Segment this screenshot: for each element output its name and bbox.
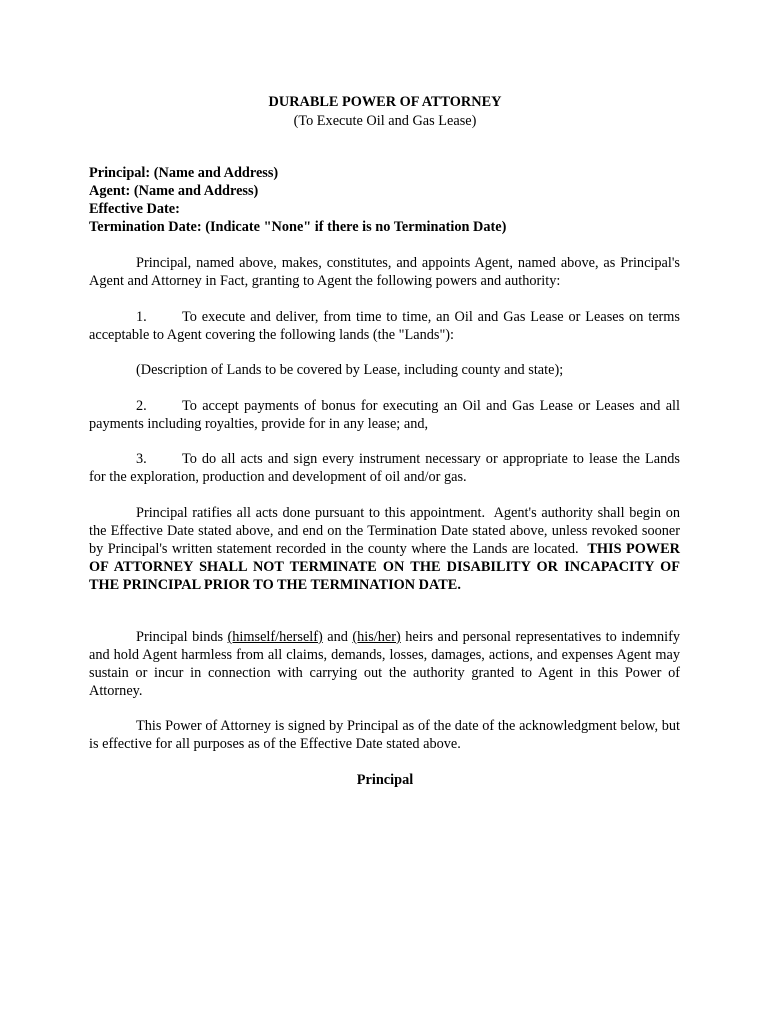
termination-date-field: Termination Date: (Indicate "None" if there is no Termination Date) bbox=[89, 218, 507, 235]
document-title: DURABLE POWER OF ATTORNEY bbox=[268, 94, 502, 110]
item-2 bbox=[89, 398, 680, 434]
non-termination-clause: THIS POWER OF ATTORNEY SHALL NOT TERMINATE ON THE DISABILITY OR INCAPACITY OF THE PRINCIPAL PRIOR TO THE TERMINATION DATE. bbox=[89, 540, 684, 593]
ratify-text: Principal ratifies all acts done pursuant to this appointment. Agent's authority shall begin on the Effective Date stated above, and end on the Termination Date stated above, unless revoked sooner by Principal's written statement recorded in the county where the Lands are located. bbox=[89, 505, 684, 557]
indemnify-paragraph bbox=[89, 629, 680, 701]
pronoun-blank-1: (himself/herself) bbox=[227, 629, 323, 645]
header-fields bbox=[89, 165, 680, 237]
item-1 bbox=[89, 309, 680, 345]
signature-label: Principal bbox=[356, 772, 414, 788]
indemnify-text: heirs and personal representatives to indemnify and hold Agent harmless from all claims, demands, losses, damages, actions, and expenses Agent may sustain or incur in connection with carrying out the authority granted to Agent in this Power of Attorney. bbox=[89, 629, 681, 699]
item-number: 3. bbox=[136, 451, 147, 467]
signed-paragraph: This Power of Attorney is signed by Principal as of the date of the acknowledgment below, but is effective for all purposes as of the Effective Date stated above. bbox=[89, 718, 680, 752]
lands-description: (Description of Lands to be covered by Lease, including county and state); bbox=[136, 362, 564, 378]
item-text: To do all acts and sign every instrument necessary or appropriate to lease the Lands for the exploration, production and development of oil and/or gas. bbox=[89, 451, 680, 485]
item-number: 1. bbox=[136, 309, 147, 325]
indemnify-text: and bbox=[322, 629, 353, 645]
intro-paragraph: Principal, named above, makes, constitutes, and appoints Agent, named above, as Principal's Agent and Attorney in Fact, granting to Agent the following powers and authority: bbox=[89, 255, 680, 289]
item-text: To accept payments of bonus for executing an Oil and Gas Lease or Leases and all payments including royalties, provide for in any lease; and, bbox=[89, 398, 680, 432]
indemnify-text: Principal binds bbox=[136, 629, 228, 645]
agent-field: Agent: (Name and Address) bbox=[89, 182, 259, 199]
ratify-paragraph bbox=[89, 505, 684, 595]
item-number: 2. bbox=[136, 398, 147, 414]
effective-date-field: Effective Date: bbox=[89, 200, 180, 217]
item-3 bbox=[89, 451, 680, 487]
pronoun-blank-2: (his/her) bbox=[352, 629, 401, 645]
item-text: To execute and deliver, from time to time, an Oil and Gas Lease or Leases on terms acceptable to Agent covering the following lands (the "Lands"): bbox=[89, 309, 680, 343]
document-subtitle: (To Execute Oil and Gas Lease) bbox=[293, 113, 477, 129]
principal-field: Principal: (Name and Address) bbox=[89, 165, 279, 181]
